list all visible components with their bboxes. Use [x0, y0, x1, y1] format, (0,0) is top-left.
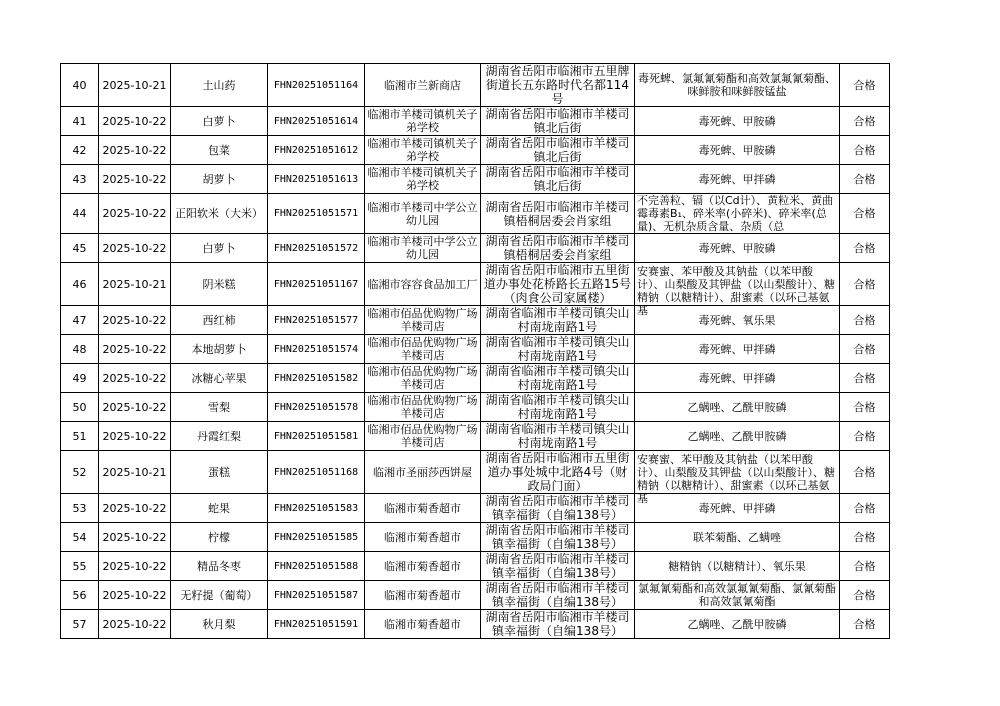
table-row	[61, 136, 890, 165]
result-cell: 合格	[840, 393, 890, 422]
result-cell: 合格	[840, 234, 890, 263]
result-cell: 合格	[840, 364, 890, 393]
sample-name-cell: 柠檬	[171, 523, 268, 552]
sampling-date-cell: 2025-10-21	[99, 451, 171, 494]
result-cell: 合格	[840, 194, 890, 234]
row-number-cell: 45	[61, 234, 99, 263]
sampling-date-cell: 2025-10-22	[99, 393, 171, 422]
sample-code-cell: FHN20251051582	[268, 364, 365, 393]
row-number-cell: 43	[61, 165, 99, 194]
sampling-date-cell: 2025-10-22	[99, 581, 171, 610]
result-cell: 合格	[840, 422, 890, 451]
sampling-date-cell: 2025-10-21	[99, 263, 171, 306]
sample-code-cell: FHN20251051164	[268, 64, 365, 107]
sample-code-cell: FHN20251051588	[268, 552, 365, 581]
result-cell: 合格	[840, 552, 890, 581]
table-row	[61, 610, 890, 639]
sampled-unit-cell: 临湘市容容食品加工厂	[365, 263, 481, 306]
sample-name-cell: 阴米糕	[171, 263, 268, 306]
sampled-unit-cell: 临湘市菊香超市	[365, 494, 481, 523]
sample-name-cell: 西红柿	[171, 306, 268, 335]
sampling-date-cell: 2025-10-22	[99, 136, 171, 165]
sample-code-cell: FHN20251051614	[268, 107, 365, 136]
row-number-cell: 41	[61, 107, 99, 136]
unit-address-cell: 湖南省岳阳市临湘市羊楼司镇幸福街（自编138号）	[481, 581, 635, 610]
sample-code-cell: FHN20251051591	[268, 610, 365, 639]
sample-code-cell: FHN20251051583	[268, 494, 365, 523]
sampled-unit-cell: 临湘市羊楼司镇机关子弟学校	[365, 136, 481, 165]
unit-address-cell: 湖南省岳阳市临湘市羊楼司镇梧桐居委会肖家组	[481, 194, 635, 234]
sampled-unit-cell: 临湘市兰新商店	[365, 64, 481, 107]
unit-address-cell: 湖南省岳阳市临湘市五里牌街道长五东路时代名都114号	[481, 64, 635, 107]
sample-name-cell: 白萝卜	[171, 107, 268, 136]
unit-address-cell: 湖南省临湘市羊楼司镇尖山村南垅南路1号	[481, 306, 635, 335]
sampling-date-cell: 2025-10-22	[99, 194, 171, 234]
test-items-cell: 毒死蜱、甲胺磷	[635, 136, 840, 165]
sample-name-cell: 蛋糕	[171, 451, 268, 494]
test-items-cell: 乙螨唑、乙酰甲胺磷	[635, 422, 840, 451]
sample-name-cell: 胡萝卜	[171, 165, 268, 194]
row-number-cell: 53	[61, 494, 99, 523]
test-items-cell: 糖精钠（以糖精计）、氧乐果	[635, 552, 840, 581]
sampled-unit-cell: 临湘市佰品优购物广场羊楼司店	[365, 335, 481, 364]
sampled-unit-cell: 临湘市圣丽莎西饼屋	[365, 451, 481, 494]
sample-name-cell: 正阳软米（大米）	[171, 194, 268, 234]
result-cell: 合格	[840, 306, 890, 335]
row-number-cell: 54	[61, 523, 99, 552]
result-cell: 合格	[840, 523, 890, 552]
test-items-cell: 安赛蜜、苯甲酸及其钠盐（以苯甲酸计）、山梨酸及其钾盐（以山梨酸计）、糖精钠（以糖精计）、甜蜜素（以环己基氨基	[635, 263, 840, 306]
result-cell: 合格	[840, 335, 890, 364]
result-cell: 合格	[840, 64, 890, 107]
table-row	[61, 451, 890, 494]
test-items-cell: 乙螨唑、乙酰甲胺磷	[635, 610, 840, 639]
sample-code-cell: FHN20251051578	[268, 393, 365, 422]
result-cell: 合格	[840, 610, 890, 639]
row-number-cell: 46	[61, 263, 99, 306]
unit-address-cell: 湖南省临湘市羊楼司镇尖山村南垅南路1号	[481, 422, 635, 451]
sampling-date-cell: 2025-10-22	[99, 422, 171, 451]
test-items-cell: 毒死蜱、甲拌磷	[635, 494, 840, 523]
test-items-cell: 毒死蜱、氧乐果	[635, 306, 840, 335]
table-row	[61, 364, 890, 393]
row-number-cell: 51	[61, 422, 99, 451]
sample-name-cell: 本地胡萝卜	[171, 335, 268, 364]
sampling-date-cell: 2025-10-22	[99, 234, 171, 263]
sampled-unit-cell: 临湘市菊香超市	[365, 581, 481, 610]
result-cell: 合格	[840, 451, 890, 494]
table-row	[61, 107, 890, 136]
sample-name-cell: 雪梨	[171, 393, 268, 422]
sampled-unit-cell: 临湘市羊楼司中学公立幼儿园	[365, 194, 481, 234]
sample-code-cell: FHN20251051581	[268, 422, 365, 451]
sampled-unit-cell: 临湘市菊香超市	[365, 610, 481, 639]
test-items-cell: 毒死蜱、甲拌磷	[635, 364, 840, 393]
sample-code-cell: FHN20251051572	[268, 234, 365, 263]
unit-address-cell: 湖南省岳阳市临湘市羊楼司镇幸福街（自编138号）	[481, 523, 635, 552]
row-number-cell: 47	[61, 306, 99, 335]
sample-name-cell: 精品冬枣	[171, 552, 268, 581]
test-items-cell: 不完善粒、镉（以Cd计）、黄粒米、黄曲霉毒素B₁、碎米率(小碎米)、碎米率(总量)、无机杂质含量、杂质（总	[635, 194, 840, 234]
unit-address-cell: 湖南省岳阳市临湘市羊楼司镇北后街	[481, 107, 635, 136]
row-number-cell: 44	[61, 194, 99, 234]
sampled-unit-cell: 临湘市羊楼司镇机关子弟学校	[365, 165, 481, 194]
unit-address-cell: 湖南省岳阳市临湘市五里街道办事处城中北路4号（财政局门面）	[481, 451, 635, 494]
table-row	[61, 306, 890, 335]
unit-address-cell: 湖南省岳阳市临湘市五里街道办事处花桥路长五路15号（肉食公司家属楼）	[481, 263, 635, 306]
sampled-unit-cell: 临湘市佰品优购物广场羊楼司店	[365, 306, 481, 335]
unit-address-cell: 湖南省岳阳市临湘市羊楼司镇幸福街（自编138号）	[481, 552, 635, 581]
sampling-date-cell: 2025-10-22	[99, 552, 171, 581]
sample-code-cell: FHN20251051571	[268, 194, 365, 234]
sample-code-cell: FHN20251051585	[268, 523, 365, 552]
test-items-cell: 毒死蜱、甲拌磷	[635, 165, 840, 194]
sample-name-cell: 无籽提（葡萄）	[171, 581, 268, 610]
sampling-date-cell: 2025-10-22	[99, 494, 171, 523]
sample-name-cell: 包菜	[171, 136, 268, 165]
result-cell: 合格	[840, 263, 890, 306]
table-row	[61, 393, 890, 422]
sample-code-cell: FHN20251051168	[268, 451, 365, 494]
sampling-date-cell: 2025-10-22	[99, 107, 171, 136]
sample-name-cell: 秋月梨	[171, 610, 268, 639]
sample-code-cell: FHN20251051574	[268, 335, 365, 364]
table-row	[61, 494, 890, 523]
sample-name-cell: 白萝卜	[171, 234, 268, 263]
table-row	[61, 552, 890, 581]
unit-address-cell: 湖南省岳阳市临湘市羊楼司镇幸福街（自编138号）	[481, 494, 635, 523]
sampling-date-cell: 2025-10-22	[99, 306, 171, 335]
table-row	[61, 64, 890, 107]
row-number-cell: 50	[61, 393, 99, 422]
result-cell: 合格	[840, 494, 890, 523]
sampling-date-cell: 2025-10-21	[99, 64, 171, 107]
test-items-cell: 毒死蜱、甲胺磷	[635, 234, 840, 263]
table-row	[61, 581, 890, 610]
unit-address-cell: 湖南省岳阳市临湘市羊楼司镇北后街	[481, 165, 635, 194]
test-items-cell: 氯氟氰菊酯和高效氯氟氰菊酯、氯氰菊酯和高效氯氰菊酯	[635, 581, 840, 610]
row-number-cell: 57	[61, 610, 99, 639]
sampling-date-cell: 2025-10-22	[99, 165, 171, 194]
sampled-unit-cell: 临湘市佰品优购物广场羊楼司店	[365, 364, 481, 393]
table-row	[61, 165, 890, 194]
row-number-cell: 49	[61, 364, 99, 393]
sampled-unit-cell: 临湘市羊楼司中学公立幼儿园	[365, 234, 481, 263]
unit-address-cell: 湖南省临湘市羊楼司镇尖山村南垅南路1号	[481, 393, 635, 422]
sample-code-cell: FHN20251051167	[268, 263, 365, 306]
table-row	[61, 194, 890, 234]
unit-address-cell: 湖南省岳阳市临湘市羊楼司镇梧桐居委会肖家组	[481, 234, 635, 263]
result-cell: 合格	[840, 581, 890, 610]
sampled-unit-cell: 临湘市佰品优购物广场羊楼司店	[365, 422, 481, 451]
sampling-date-cell: 2025-10-22	[99, 523, 171, 552]
sample-code-cell: FHN20251051613	[268, 165, 365, 194]
table-body	[61, 64, 890, 639]
row-number-cell: 40	[61, 64, 99, 107]
table-row	[61, 422, 890, 451]
sample-code-cell: FHN20251051612	[268, 136, 365, 165]
unit-address-cell: 湖南省临湘市羊楼司镇尖山村南垅南路1号	[481, 335, 635, 364]
test-items-cell: 毒死蜱、甲胺磷	[635, 107, 840, 136]
inspection-results-table	[60, 63, 890, 639]
sample-name-cell: 土山药	[171, 64, 268, 107]
unit-address-cell: 湖南省临湘市羊楼司镇尖山村南垅南路1号	[481, 364, 635, 393]
row-number-cell: 56	[61, 581, 99, 610]
sampling-date-cell: 2025-10-22	[99, 610, 171, 639]
row-number-cell: 55	[61, 552, 99, 581]
unit-address-cell: 湖南省岳阳市临湘市羊楼司镇北后街	[481, 136, 635, 165]
result-cell: 合格	[840, 165, 890, 194]
table-row	[61, 523, 890, 552]
sample-code-cell: FHN20251051587	[268, 581, 365, 610]
table-row	[61, 263, 890, 306]
sample-code-cell: FHN20251051577	[268, 306, 365, 335]
row-number-cell: 48	[61, 335, 99, 364]
sampled-unit-cell: 临湘市佰品优购物广场羊楼司店	[365, 393, 481, 422]
test-items-cell: 联苯菊酯、乙螨唑	[635, 523, 840, 552]
test-items-cell: 毒死蜱、氯氟氰菊酯和高效氯氟氰菊酯、咪鲜胺和咪鲜胺锰盐	[635, 64, 840, 107]
sampled-unit-cell: 临湘市羊楼司镇机关子弟学校	[365, 107, 481, 136]
test-items-cell: 乙螨唑、乙酰甲胺磷	[635, 393, 840, 422]
table-row	[61, 234, 890, 263]
unit-address-cell: 湖南省岳阳市临湘市羊楼司镇幸福街（自编138号）	[481, 610, 635, 639]
result-cell: 合格	[840, 136, 890, 165]
sample-name-cell: 冰糖心苹果	[171, 364, 268, 393]
row-number-cell: 42	[61, 136, 99, 165]
result-cell: 合格	[840, 107, 890, 136]
sampling-date-cell: 2025-10-22	[99, 364, 171, 393]
sampled-unit-cell: 临湘市菊香超市	[365, 523, 481, 552]
test-items-cell: 安赛蜜、苯甲酸及其钠盐（以苯甲酸计）、山梨酸及其钾盐（以山梨酸计）、糖精钠（以糖精计）、甜蜜素（以环己基氨基	[635, 451, 840, 494]
test-items-cell: 毒死蜱、甲拌磷	[635, 335, 840, 364]
sampled-unit-cell: 临湘市菊香超市	[365, 552, 481, 581]
row-number-cell: 52	[61, 451, 99, 494]
sampling-date-cell: 2025-10-22	[99, 335, 171, 364]
sample-name-cell: 蛇果	[171, 494, 268, 523]
sample-name-cell: 丹霞红梨	[171, 422, 268, 451]
table-row	[61, 335, 890, 364]
